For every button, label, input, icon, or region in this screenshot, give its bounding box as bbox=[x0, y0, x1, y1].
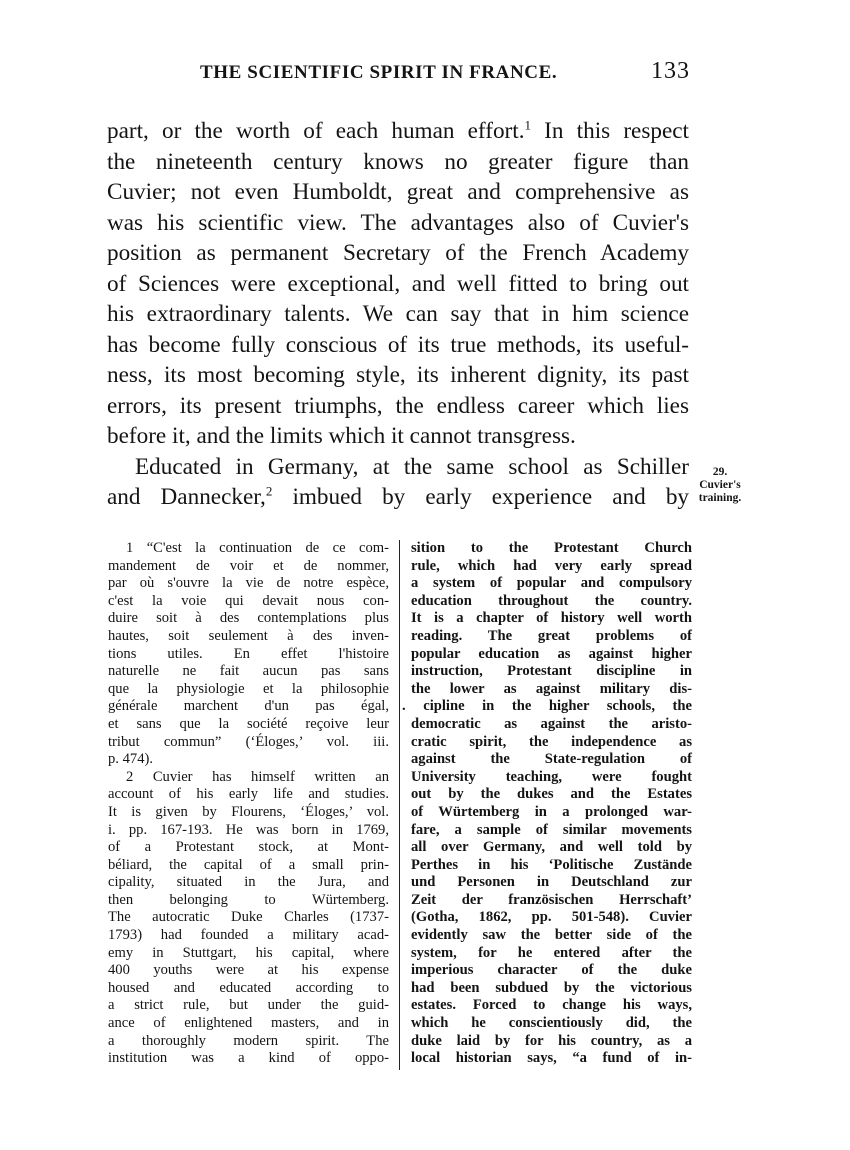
text-line: Educated in Germany, at the same school as Schiller bbox=[135, 453, 689, 480]
footnote-line: which he conscientiously did, the bbox=[411, 1015, 692, 1032]
footnote-line: duire soit à des contemplations plus bbox=[108, 610, 389, 627]
footnote-line: i. pp. 167-193. He was born in 1769, bbox=[108, 821, 389, 838]
footnote-line: (Gotha, 1862, pp. 501-548). Cuvier bbox=[411, 909, 692, 926]
footnote-line: Perthes in his ‘Politische Zustände bbox=[411, 856, 692, 873]
footnote-line: a system of popular and compulsory bbox=[411, 575, 692, 592]
footnote-line: estates. Forced to change his ways, bbox=[411, 997, 692, 1014]
footnote-ref: 1 bbox=[524, 117, 532, 133]
margin-note-line: training. bbox=[698, 492, 742, 504]
footnote-line: imperious character of the duke bbox=[411, 962, 692, 979]
footnote-line: evidently saw the better side of the bbox=[411, 927, 692, 944]
margin-note-line: Cuvier's bbox=[699, 479, 741, 491]
footnote-line: housed and educated according to bbox=[108, 979, 389, 996]
footnote-line: p. 474). bbox=[108, 751, 153, 768]
footnote-line: par où s'ouvre la vie de notre espèce, bbox=[108, 575, 389, 592]
footnote-line: tribut commun” (‘Éloges,’ vol. iii. bbox=[108, 733, 389, 750]
footnote-line: cipality, situated in the Jura, and bbox=[108, 874, 389, 891]
footnote-line: system, for he entered after the bbox=[411, 944, 692, 961]
footnote-line: democratic as against the aristo- bbox=[411, 715, 692, 732]
text-line: of Sciences were exceptional, and well fitted to bring out bbox=[107, 270, 689, 297]
margin-note-number: 29. bbox=[712, 466, 728, 478]
text-line: ness, its most becoming style, its inherent dignity, its past bbox=[107, 362, 689, 388]
footnote-line: et sans que la société reçoive leur bbox=[108, 715, 389, 732]
footnotes bbox=[108, 540, 696, 1070]
footnote-line: fare, a sample of similar movements bbox=[411, 821, 692, 838]
footnote-line: tions utiles. En effet l'histoire bbox=[108, 645, 389, 662]
footnote-column-left bbox=[108, 540, 389, 1068]
footnote-line: local historian says, “a fund of in- bbox=[411, 1050, 692, 1067]
text-line: errors, its present triumphs, the endless career which lies bbox=[107, 392, 689, 419]
footnote-line: rule, which had very early spread bbox=[411, 557, 692, 574]
text-line: has become fully conscious of its true methods, its useful- bbox=[107, 331, 689, 358]
footnote-line: reading. The great problems of bbox=[411, 627, 692, 644]
column-divider bbox=[399, 540, 400, 1070]
footnote-line: a thoroughly modern spirit. The bbox=[108, 1032, 389, 1049]
footnote-column-right bbox=[402, 540, 692, 1068]
footnote-line: of a Protestant stock, at Mont- bbox=[108, 839, 389, 856]
text-line-segment: and Dannecker, bbox=[107, 484, 266, 510]
page-number: 133 bbox=[651, 58, 690, 84]
footnote-line: Zeit der französischen Herrschaft’ bbox=[411, 891, 692, 908]
footnote-line: und Personen in Deutschland zur bbox=[411, 874, 692, 891]
footnote-line: all over Germany, and well told by bbox=[411, 839, 692, 856]
text-line: position as permanent Secretary of the French Academy bbox=[107, 240, 689, 266]
text-line bbox=[107, 116, 689, 147]
running-head: THE SCIENTIFIC SPIRIT IN FRANCE. bbox=[200, 62, 558, 83]
footnote-line: mandement de voir et de nommer, bbox=[108, 557, 389, 574]
footnote-line: out by the dukes and the Estates bbox=[411, 786, 692, 803]
text-line: before it, and the limits which it cannot transgress. bbox=[107, 423, 576, 449]
footnote-line: University teaching, were fought bbox=[411, 768, 692, 785]
footnote-line: sition to the Protestant Church bbox=[411, 540, 692, 556]
text-line: was his scientific view. The advantages also of Cuvier's bbox=[107, 209, 689, 236]
footnote-line: naturelle ne fait aucun pas sans bbox=[108, 663, 389, 680]
text-line: the nineteenth century knows no greater figure than bbox=[107, 148, 689, 175]
footnote-line: a strict rule, but under the guid- bbox=[108, 997, 389, 1014]
footnote-line: institution was a kind of oppo- bbox=[108, 1050, 389, 1067]
text-line-segment: part, or the worth of each human effort. bbox=[107, 118, 525, 144]
footnote-line: account of his early life and studies. bbox=[108, 786, 389, 803]
footnote-line: 1 “C'est la continuation de ce com- bbox=[126, 540, 389, 556]
footnote-line: emy in Stuttgart, his capital, where bbox=[108, 944, 389, 961]
text-line: Cuvier; not even Humboldt, great and comprehensive as bbox=[107, 179, 689, 205]
page-header bbox=[200, 58, 690, 92]
footnote-line: against the State-regulation of bbox=[411, 751, 692, 768]
footnote-line: the lower as against military dis- bbox=[411, 680, 692, 697]
footnote-line: popular education as against higher bbox=[411, 645, 692, 662]
footnote-line: It is a chapter of history well worth bbox=[411, 610, 692, 627]
footnote-line: had been subdued by the victorious bbox=[411, 979, 692, 996]
text-line bbox=[107, 482, 689, 513]
footnote-line: hautes, soit seulement à des inven- bbox=[108, 627, 389, 644]
body-text bbox=[107, 116, 689, 513]
footnote-line: que la physiologie et la philosophie bbox=[108, 680, 389, 697]
text-line-segment: imbued by early experience and by bbox=[272, 484, 690, 510]
footnote-line: 1793) had founded a military acad- bbox=[108, 927, 389, 944]
footnote-line: of Würtemberg in a prolonged war- bbox=[411, 803, 692, 820]
footnote-line: générale marchent d'un pas égal, bbox=[108, 698, 389, 715]
footnote-line: education throughout the country. bbox=[411, 592, 692, 609]
footnote-line: béliard, the capital of a small prin- bbox=[108, 856, 389, 873]
footnote-line: 400 youths were at his expense bbox=[108, 962, 389, 979]
text-line-segment: In this respect bbox=[531, 118, 689, 144]
footnote-line: It is given by Flourens, ‘Éloges,’ vol. bbox=[108, 803, 389, 820]
footnote-line: then belonging to Würtemberg. bbox=[108, 891, 389, 908]
footnote-line: . cipline in the higher schools, the bbox=[402, 698, 692, 715]
footnote-line: ance of enlightened masters, and in bbox=[108, 1015, 389, 1032]
footnote-line: duke laid by for his country, as a bbox=[411, 1032, 692, 1049]
footnote-line: instruction, Protestant discipline in bbox=[411, 663, 692, 680]
margin-note bbox=[690, 466, 750, 505]
footnote-line: cratic spirit, the independence as bbox=[411, 733, 692, 750]
footnote-line: c'est la voie qui devait nous con- bbox=[108, 592, 389, 609]
footnote-ref: 2 bbox=[265, 483, 273, 499]
text-line: his extraordinary talents. We can say that in him science bbox=[107, 301, 689, 327]
footnote-line: The autocratic Duke Charles (1737- bbox=[108, 909, 389, 926]
footnote-line: 2 Cuvier has himself written an bbox=[126, 768, 389, 785]
